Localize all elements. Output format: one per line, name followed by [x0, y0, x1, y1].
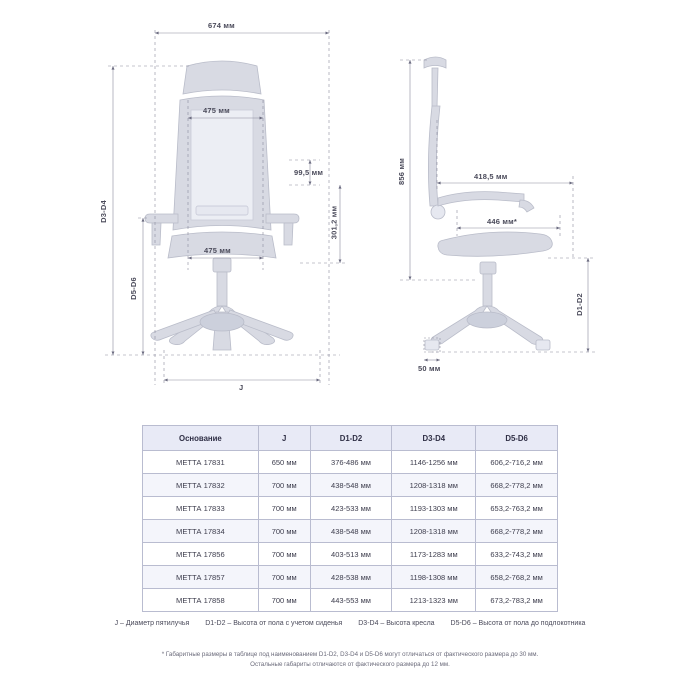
cell-d1-d2: 438-548 мм	[310, 520, 392, 543]
cell-d3-d4: 1198-1308 мм	[392, 566, 476, 589]
legend-d5-d6: D5-D6 – Высота от пола до подлокотника	[450, 620, 586, 627]
cell-base: МЕТТА 17857	[143, 566, 259, 589]
dim-width-674: 674 мм	[208, 21, 235, 30]
col-header-base: Основание	[143, 426, 259, 451]
col-header-j: J	[258, 426, 310, 451]
cell-j: 700 мм	[258, 589, 310, 612]
cell-j: 700 мм	[258, 474, 310, 497]
dim-depth-446: 446 мм*	[487, 217, 518, 226]
table-row	[143, 520, 558, 543]
table-row	[143, 589, 558, 612]
cell-d1-d2: 428-538 мм	[310, 566, 392, 589]
front-view-chair	[145, 61, 299, 350]
dim-base-j: J	[239, 383, 244, 392]
dim-height-d1-d2: D1-D2	[574, 293, 584, 316]
legend-d1-d2: D1-D2 – Высота от пола с учетом сиденья	[205, 620, 343, 627]
cell-d3-d4: 1208-1318 мм	[392, 520, 476, 543]
table-row	[143, 497, 558, 520]
footnote	[0, 650, 700, 669]
table-row	[143, 474, 558, 497]
footnote-line-2: Остальные габариты отличаются от фактического размера до 12 мм.	[250, 660, 450, 668]
cell-base: МЕТТА 17856	[143, 543, 259, 566]
dim-caster-50: 50 мм	[418, 364, 441, 373]
cell-j: 700 мм	[258, 520, 310, 543]
table-header-row	[143, 426, 558, 451]
cell-d3-d4: 1173-1283 мм	[392, 543, 476, 566]
cell-d3-d4: 1193-1303 мм	[392, 497, 476, 520]
cell-base: МЕТТА 17834	[143, 520, 259, 543]
col-header-d5-d6: D5-D6	[476, 426, 558, 451]
cell-base: МЕТТА 17833	[143, 497, 259, 520]
table-row	[143, 543, 558, 566]
cell-base: МЕТТА 17831	[143, 451, 259, 474]
legend	[0, 620, 700, 627]
cell-j: 700 мм	[258, 543, 310, 566]
cell-d3-d4: 1213-1323 мм	[392, 589, 476, 612]
cell-d5-d6: 668,2-778,2 мм	[476, 474, 558, 497]
cell-j: 700 мм	[258, 566, 310, 589]
specifications-table-wrapper	[142, 425, 558, 612]
dim-width-475-bottom: 475 мм	[204, 246, 231, 255]
cell-base: МЕТТА 17858	[143, 589, 259, 612]
dim-height-856: 856 мм	[396, 158, 406, 185]
cell-base: МЕТТА 17832	[143, 474, 259, 497]
cell-d5-d6: 653,2-763,2 мм	[476, 497, 558, 520]
dim-height-d3-d4: D3-D4	[98, 200, 108, 223]
legend-d3-d4: D3-D4 – Высота кресла	[358, 620, 435, 627]
footnote-line-1: * Габаритные размеры в таблице под наименованием D1-D2, D3-D4 и D5-D6 могут отличаться от фактического размера до 30 мм.	[161, 651, 539, 658]
side-view-chair	[424, 57, 552, 350]
cell-j: 650 мм	[258, 451, 310, 474]
cell-d5-d6: 633,2-743,2 мм	[476, 543, 558, 566]
cell-d5-d6: 673,2-783,2 мм	[476, 589, 558, 612]
col-header-d1-d2: D1-D2	[310, 426, 392, 451]
cell-d1-d2: 403-513 мм	[310, 543, 392, 566]
dim-height-301-2: 301,2 мм	[329, 205, 339, 240]
legend-j: J – Диаметр пятилучья	[114, 620, 190, 627]
table-row	[143, 566, 558, 589]
cell-d1-d2: 443-553 мм	[310, 589, 392, 612]
dim-width-475-top: 475 мм	[203, 106, 230, 115]
cell-d5-d6: 658,2-768,2 мм	[476, 566, 558, 589]
cell-d1-d2: 438-548 мм	[310, 474, 392, 497]
cell-d3-d4: 1146-1256 мм	[392, 451, 476, 474]
dim-depth-418-5: 418,5 мм	[474, 172, 508, 181]
cell-j: 700 мм	[258, 497, 310, 520]
cell-d5-d6: 668,2-778,2 мм	[476, 520, 558, 543]
cell-d1-d2: 423-533 мм	[310, 497, 392, 520]
table-row	[143, 451, 558, 474]
cell-d1-d2: 376-486 мм	[310, 451, 392, 474]
dim-depth-99-5: 99,5 мм	[294, 168, 324, 177]
col-header-d3-d4: D3-D4	[392, 426, 476, 451]
cell-d5-d6: 606,2-716,2 мм	[476, 451, 558, 474]
cell-d3-d4: 1208-1318 мм	[392, 474, 476, 497]
specifications-table	[142, 425, 558, 612]
dim-height-d5-d6: D5-D6	[128, 277, 138, 300]
